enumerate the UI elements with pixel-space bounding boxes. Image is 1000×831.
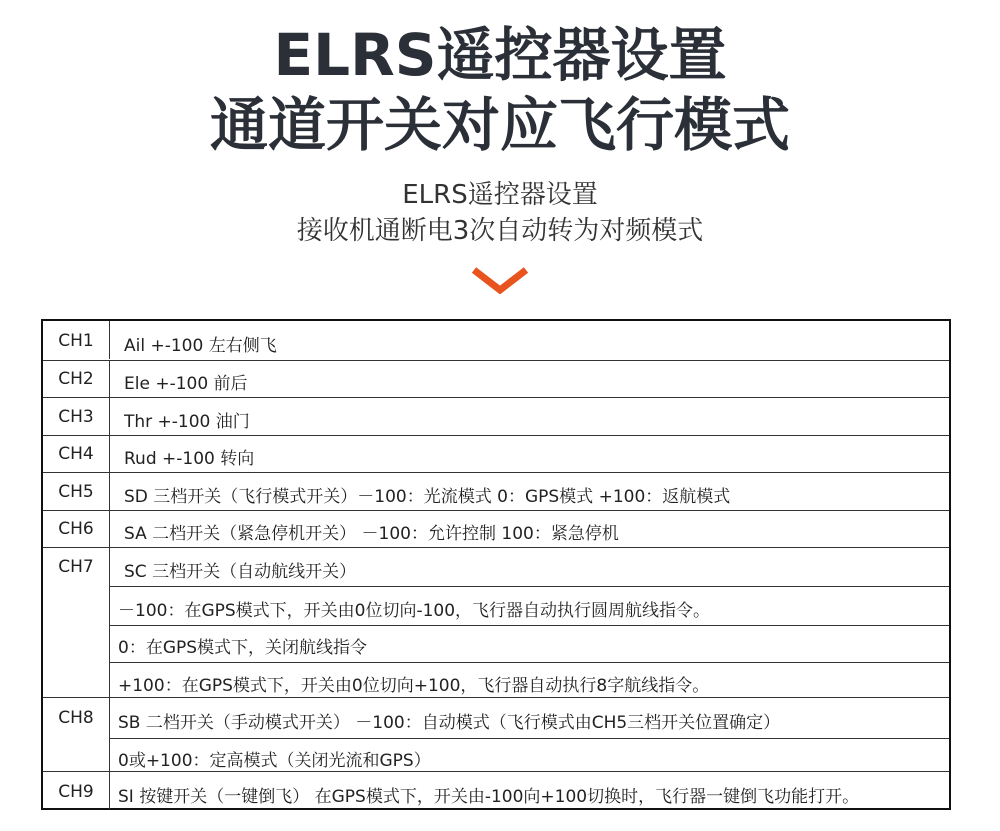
channel-sub-line: 0或+100：定高模式（关闭光流和GPS） [118,751,431,771]
channel-desc: SD 三档开关（飞行模式开关）－100：光流模式 0：GPS模式 +100：返航模式 [124,487,731,507]
table-row-ch7 [43,547,949,698]
channel-label: CH5 [58,482,94,502]
channel-desc: SB 二档开关（手动模式开关） －100：自动模式（飞行模式由CH5三档开关位置确定） [118,713,781,733]
channel-label: CH2 [58,369,94,389]
main-title-line1: ELRS遥控器设置 [273,21,727,89]
subtitle-line2: 接收机通断电3次自动转为对频模式 [296,216,704,246]
chevron-down-icon [470,266,530,294]
table-row-ch5 [43,472,949,510]
channel-table [41,319,951,810]
table-row-ch4 [43,435,949,472]
channel-desc: SA 二档开关（紧急停机开关） －100：允许控制 100：紧急停机 [124,524,619,544]
table-row-ch3 [43,397,949,435]
channel-desc: SI 按键开关（一键倒飞） 在GPS模式下，开关由-100向+100切换时，飞行器一键倒飞功能打开。 [118,787,860,807]
channel-label: CH9 [58,782,94,802]
channel-sub-line: －100：在GPS模式下，开关由0位切向-100，飞行器自动执行圆周航线指令。 [118,601,711,621]
channel-label: CH4 [58,444,94,464]
table-row-ch9 [43,771,949,809]
channel-sub-line: 0：在GPS模式下，关闭航线指令 [118,638,368,658]
channel-label: CH8 [58,708,94,728]
channel-label: CH3 [58,407,94,427]
table-row-ch8 [43,697,949,771]
channel-desc: Rud +-100 转向 [124,449,255,469]
table-row-ch2 [43,360,949,397]
channel-sub-line: +100：在GPS模式下，开关由0位切向+100，飞行器自动执行8字航线指令。 [118,676,710,696]
channel-label: CH7 [58,557,94,577]
channel-desc: Thr +-100 油门 [124,412,250,432]
channel-label: CH1 [58,331,94,351]
table-row-ch1 [43,321,949,359]
main-title-line2: 通道开关对应飞行模式 [209,91,790,159]
table-row-ch6 [43,510,949,547]
channel-desc: Ele +-100 前后 [124,374,248,394]
channel-label: CH6 [58,519,94,539]
channel-desc: SC 三档开关（自动航线开关） [124,562,357,582]
subtitle-line1: ELRS遥控器设置 [402,180,598,210]
channel-desc: Ail +-100 左右侧飞 [124,336,277,356]
